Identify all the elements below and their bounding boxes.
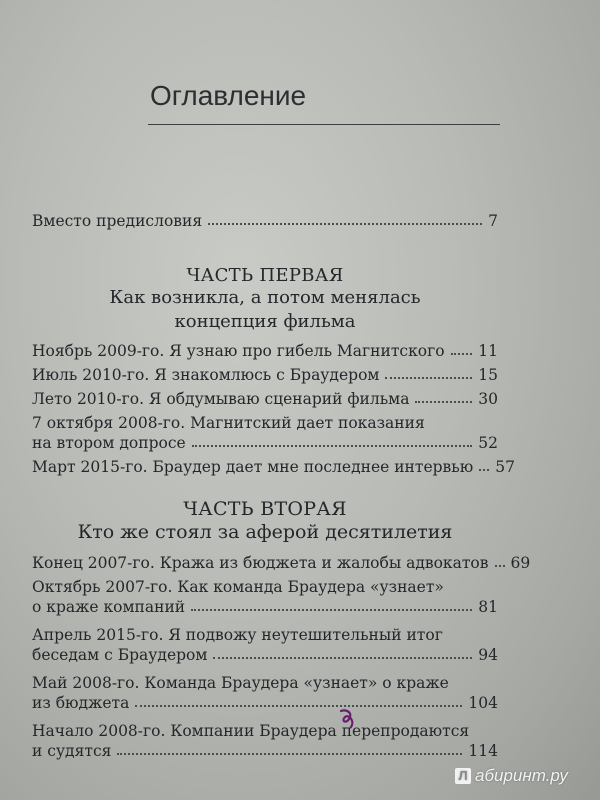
dot-leader: [213, 657, 472, 659]
dot-leader: [117, 753, 462, 755]
toc-entry-title: 7 октября 2008-го. Магнитский дает показания: [32, 414, 425, 432]
toc-entry: [32, 414, 498, 452]
toc-entry-title: Начало 2008-го. Компании Браудера перепродаются: [32, 722, 470, 740]
toc-entry: [32, 578, 498, 616]
watermark-logo: [455, 766, 568, 786]
dot-leader: [385, 377, 472, 379]
dot-leader: [451, 353, 473, 355]
toc-page-number: 104: [468, 694, 498, 712]
toc-page-number: 69: [510, 554, 531, 572]
dot-leader: [479, 469, 489, 471]
toc-entry-title: Лето 2010-го. Я обдумываю сценарий фильма: [32, 390, 410, 408]
dot-leader: [208, 223, 482, 225]
dot-leader: [192, 445, 473, 447]
toc-page-number: 57: [495, 458, 515, 476]
toc-page-number: 30: [478, 390, 498, 408]
dot-leader: [191, 609, 472, 611]
toc-entry-title-cont: и судятся: [32, 742, 112, 760]
toc-entry-title: Май 2008-го. Команда Браудера «узнает» о краже: [32, 674, 449, 692]
part-title: Как возникла, а потом менялась: [109, 287, 421, 308]
toc-page-number: 11: [478, 342, 498, 360]
toc-entry-title: Октябрь 2007-го. Как команда Браудера «узнает»: [32, 578, 444, 596]
toc-entry-preface: [32, 212, 498, 230]
ink-mark-icon: [337, 707, 359, 731]
part-two-header: [32, 498, 498, 544]
part-label: ЧАСТЬ ПЕРВАЯ: [186, 265, 344, 286]
labirint-logo-icon: Л: [455, 768, 471, 784]
part-title: концепция фильма: [174, 311, 356, 332]
part-one-header: [32, 265, 498, 334]
toc-entry-title-cont: беседам с Браудером: [32, 646, 208, 664]
toc-entry: [32, 554, 531, 572]
toc-page-number: 114: [468, 742, 498, 760]
dot-leader: [495, 565, 505, 567]
part-label: ЧАСТЬ ВТОРАЯ: [183, 498, 347, 520]
toc-entry-title: Конец 2007-го. Кража из бюджета и жалобы адвокатов: [32, 554, 489, 572]
toc-entry: [32, 366, 498, 384]
toc-page-number: 81: [478, 598, 498, 616]
toc-entry-title: Март 2015-го. Браудер дает мне последнее интервью: [32, 458, 474, 476]
page-title: Оглавление: [150, 80, 307, 111]
toc-entry-title: Ноябрь 2009-го. Я узнаю про гибель Магнитского: [32, 342, 445, 360]
show-through-text: [150, 148, 290, 218]
toc-entry: [32, 390, 498, 408]
toc-page-number: 7: [488, 212, 498, 230]
toc-page-number: 15: [478, 366, 498, 384]
toc-page-number: 94: [478, 646, 498, 664]
toc-entry-title: Апрель 2015-го. Я подвожу неутешительный итог: [32, 626, 443, 644]
toc-entry: [32, 722, 498, 760]
toc-entry: [32, 674, 498, 712]
toc-page-number: 52: [478, 434, 498, 452]
toc-entry-title-cont: на втором допросе: [32, 434, 186, 452]
toc-entry-title-cont: из бюджета: [32, 694, 130, 712]
toc-entry-title: Вместо предисловия: [32, 212, 203, 230]
toc-entry-title: Июль 2010-го. Я знакомлюсь с Браудером: [32, 366, 380, 384]
dot-leader: [415, 401, 472, 403]
toc-entry: [32, 458, 515, 476]
title-underline: [148, 124, 500, 125]
part-title: Кто же стоял за аферой десятилетия: [77, 521, 453, 543]
watermark-text: абиринт.ру: [475, 766, 568, 785]
toc-entry: [32, 626, 498, 664]
dot-leader: [135, 705, 462, 707]
toc-entry-title-cont: о краже компаний: [32, 598, 186, 616]
toc-entry: [32, 342, 498, 360]
